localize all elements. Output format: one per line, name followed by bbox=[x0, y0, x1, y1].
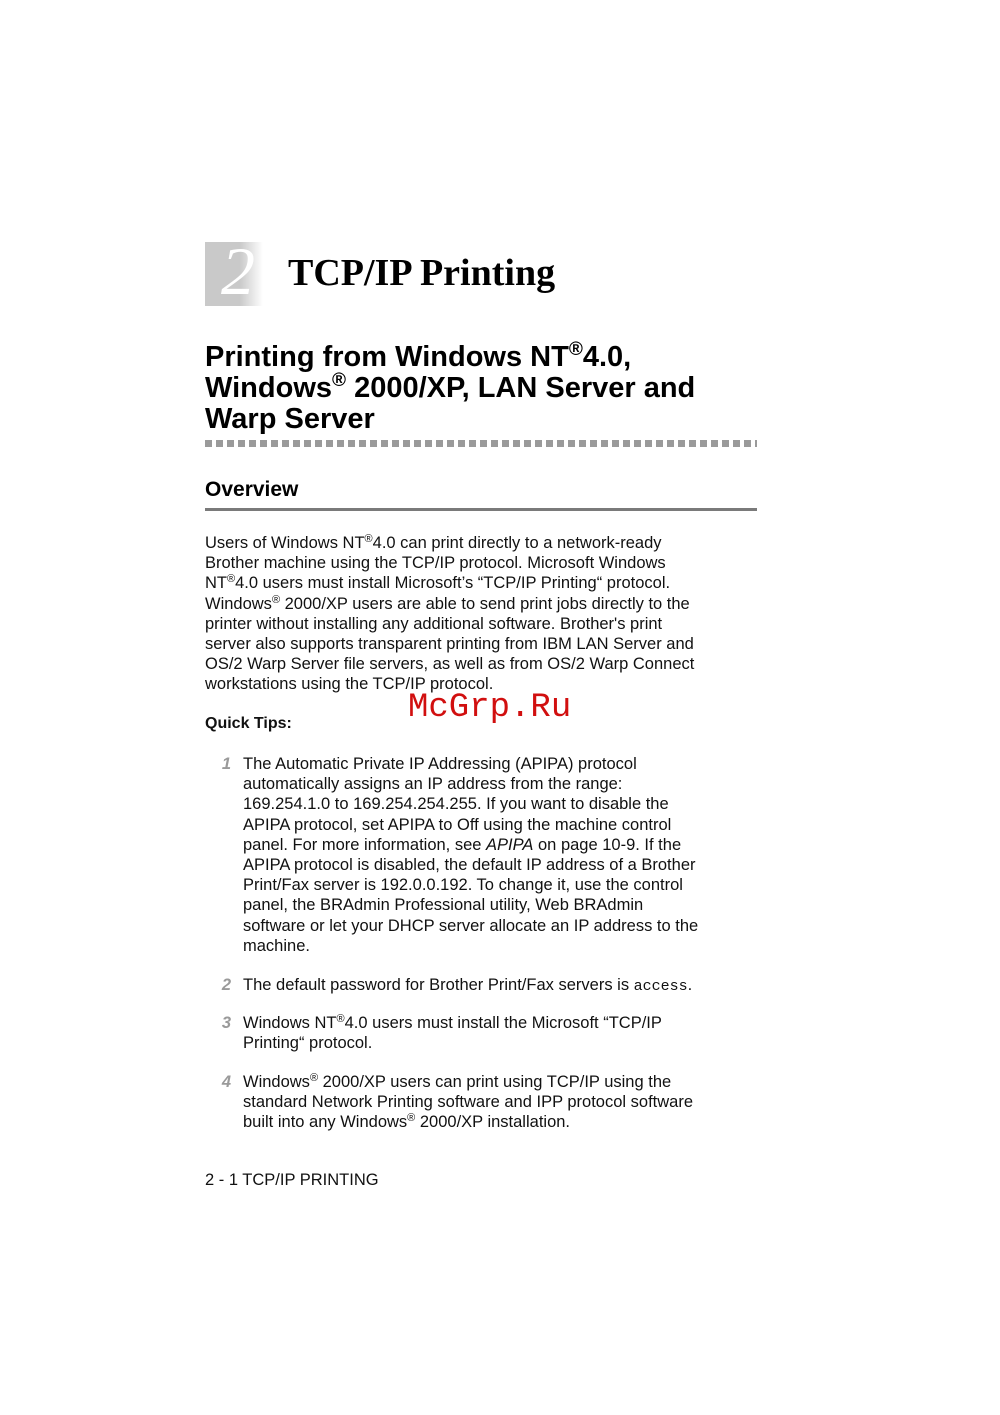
paragraph-line: server also supports transparent printing from IBM LAN Server and bbox=[205, 635, 694, 654]
tip-line: machine. bbox=[243, 936, 310, 955]
chapter-number: 2 bbox=[221, 233, 255, 309]
paragraph-line: OS/2 Warp Server file servers, as well as from OS/2 Warp Connect bbox=[205, 655, 695, 674]
tip-text: 2000/XP users can print using TCP/IP using the bbox=[318, 1073, 672, 1091]
tip-line: Printing“ protocol. bbox=[243, 1034, 373, 1053]
tip-number: 2 bbox=[221, 976, 231, 994]
registered-mark: ® bbox=[309, 1072, 319, 1084]
tip-item-2 bbox=[243, 975, 783, 997]
tip-line: APIPA protocol, set APIPA to Off using the machine control bbox=[243, 815, 672, 834]
tip-line: 169.254.1.0 to 169.254.254.255. If you want to disable the bbox=[243, 795, 669, 814]
paragraph-text: 4.0 users must install Microsoft’s “TCP/IP Printing“ protocol. bbox=[235, 574, 671, 593]
tip-line: Print/Fax server is 192.0.0.192. To change it, use the control bbox=[243, 876, 683, 895]
paragraph-text: NT bbox=[205, 574, 227, 593]
default-password: access bbox=[633, 978, 688, 995]
tip-text: . bbox=[687, 976, 693, 994]
paragraph-text: 2000/XP users are able to send print jobs directly to the bbox=[280, 594, 690, 613]
tip-text: panel. For more information, see bbox=[243, 835, 487, 854]
registered-mark: ® bbox=[407, 1112, 416, 1125]
registered-mark: ® bbox=[364, 533, 373, 545]
tip-text: Windows NT bbox=[243, 1014, 337, 1032]
tip-item-1 bbox=[243, 754, 783, 956]
apipa-reference: APIPA bbox=[486, 835, 534, 854]
paragraph-line: Brother machine using the TCP/IP protocol. Microsoft Windows bbox=[205, 554, 666, 573]
section-title-text: 2000/XP, LAN Server and bbox=[346, 372, 696, 404]
section-title-text: Warp Server bbox=[205, 403, 375, 435]
paragraph-line: workstations using the TCP/IP protocol. bbox=[205, 675, 494, 694]
tip-line: The Automatic Private IP Addressing (APIPA) protocol bbox=[243, 755, 637, 773]
tip-line: automatically assigns an IP address from the range: bbox=[243, 775, 623, 794]
overview-paragraph bbox=[205, 533, 765, 695]
section-title-text: Printing from Windows NT bbox=[205, 341, 569, 373]
paragraph-text: Windows bbox=[205, 594, 272, 613]
paragraph-text: 4.0 can print directly to a network-ready bbox=[372, 534, 662, 552]
section-title-text: Windows bbox=[205, 372, 333, 404]
section-title bbox=[205, 339, 765, 435]
quick-tips-label: Quick Tips: bbox=[205, 715, 292, 732]
tip-line: standard Network Printing software and IPP protocol software bbox=[243, 1093, 694, 1112]
registered-mark: ® bbox=[227, 573, 236, 586]
registered-mark: ® bbox=[332, 370, 347, 391]
dotted-divider bbox=[205, 440, 757, 447]
section-title-text: 4.0, bbox=[582, 341, 632, 373]
registered-mark: ® bbox=[271, 593, 281, 606]
page-footer: 2 - 1 TCP/IP PRINTING bbox=[205, 1171, 379, 1189]
tip-text: 2000/XP installation. bbox=[415, 1113, 571, 1132]
tip-line: panel, the BRAdmin Professional utility, Web BRAdmin bbox=[243, 896, 644, 915]
watermark: McGrp.Ru bbox=[408, 689, 572, 727]
tip-line: APIPA protocol is disabled, the default IP address of a Brother bbox=[243, 856, 696, 875]
tip-number: 3 bbox=[221, 1014, 231, 1032]
registered-mark: ® bbox=[336, 1013, 345, 1025]
paragraph-line: printer without installing any additional software. Brother's print bbox=[205, 614, 663, 633]
registered-mark: ® bbox=[568, 339, 583, 360]
chapter-title: TCP/IP Printing bbox=[288, 252, 556, 294]
tip-number: 1 bbox=[221, 755, 231, 773]
tip-text: Windows bbox=[243, 1073, 310, 1091]
paragraph-text: Users of Windows NT bbox=[205, 534, 365, 552]
tip-item-4 bbox=[243, 1072, 783, 1133]
tip-text: 4.0 users must install the Microsoft “TCP/IP bbox=[344, 1014, 662, 1032]
tip-text: built into any Windows bbox=[243, 1113, 408, 1132]
tip-number: 4 bbox=[221, 1073, 231, 1091]
tip-text: The default password for Brother Print/Fax servers is bbox=[243, 976, 634, 994]
tip-item-3 bbox=[243, 1013, 783, 1053]
subsection-rule bbox=[205, 508, 757, 511]
tip-text: on page 10-9. If the bbox=[533, 835, 682, 854]
tip-line: software or let your DHCP server allocate an IP address to the bbox=[243, 916, 699, 935]
subsection-title: Overview bbox=[205, 478, 299, 501]
